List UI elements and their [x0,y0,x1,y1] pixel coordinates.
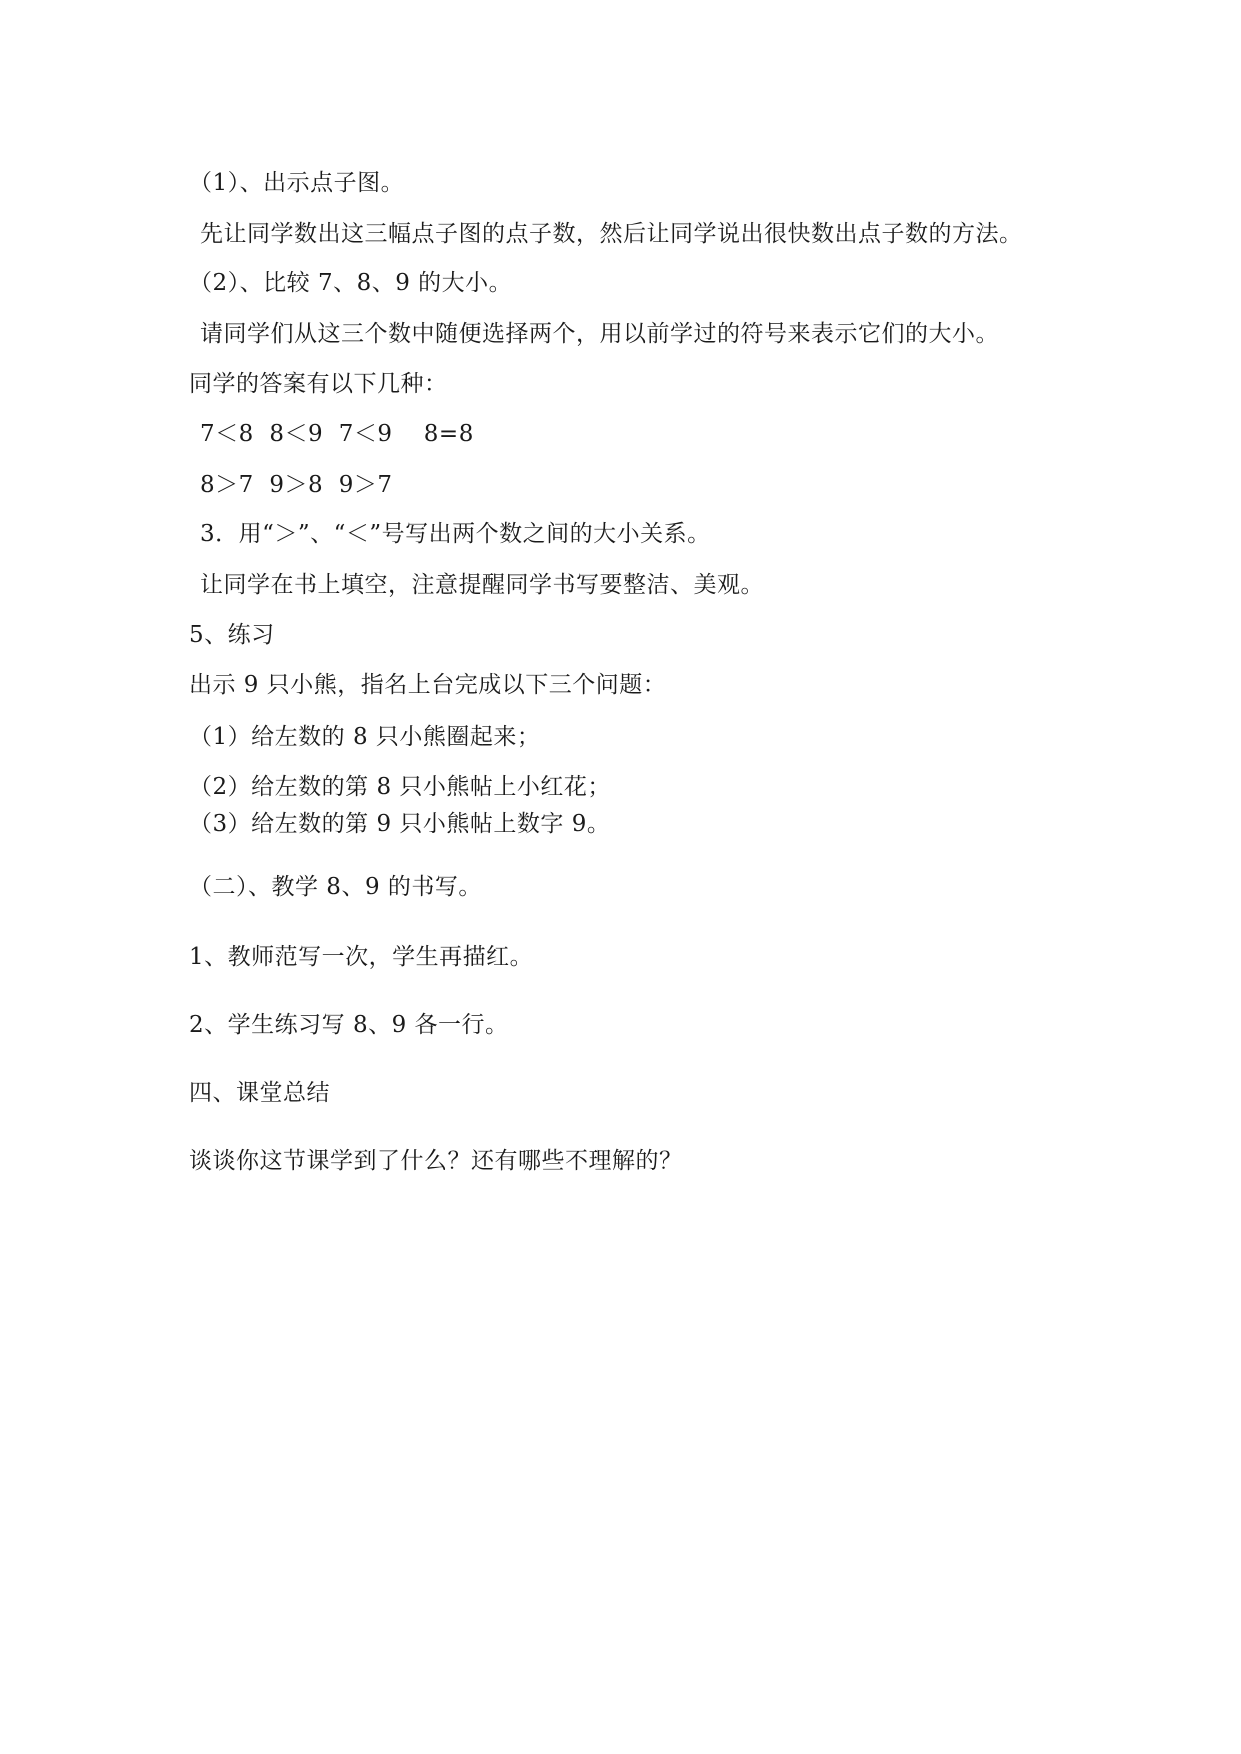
text-line-2: 先让同学数出这三幅点子图的点子数，然后让同学说出很快数出点子数的方法。 [200,221,1023,247]
text-line-14: （3）给左数的第 9 只小熊帖上数字 9。 [189,811,611,837]
text-line-19: 谈谈你这节课学到了什么？还有哪些不理解的？ [189,1148,683,1174]
text-line-11: 出示 9 只小熊，指名上台完成以下三个问题： [189,672,667,698]
text-line-8: 3．用“＞”、“＜”号写出两个数之间的大小关系。 [200,521,711,547]
text-line-10: 5、练习 [189,622,275,648]
text-line-5: 同学的答案有以下几种： [189,371,448,397]
text-line-15: （二）、教学 8、9 的书写。 [189,874,482,900]
text-line-1: （1）、出示点子图。 [189,170,405,196]
text-line-18: 四、课堂总结 [189,1080,330,1106]
text-line-4: 请同学们从这三个数中随便选择两个，用以前学过的符号来表示它们的大小。 [200,321,999,347]
text-line-7: 8＞7 9＞8 9＞7 [200,472,393,498]
text-line-12: （1）给左数的 8 只小熊圈起来； [189,724,541,750]
text-line-6: 7＜8 8＜9 7＜9 8=8 [200,421,474,447]
text-line-17: 2、学生练习写 8、9 各一行。 [189,1012,509,1038]
text-line-9: 让同学在书上填空，注意提醒同学书写要整洁、美观。 [200,572,764,598]
text-line-16: 1、教师范写一次，学生再描红。 [189,944,534,970]
text-line-13: （2）给左数的第 8 只小熊帖上小红花； [189,774,611,800]
text-line-3: （2）、比较 7、8、9 的大小。 [189,270,513,296]
